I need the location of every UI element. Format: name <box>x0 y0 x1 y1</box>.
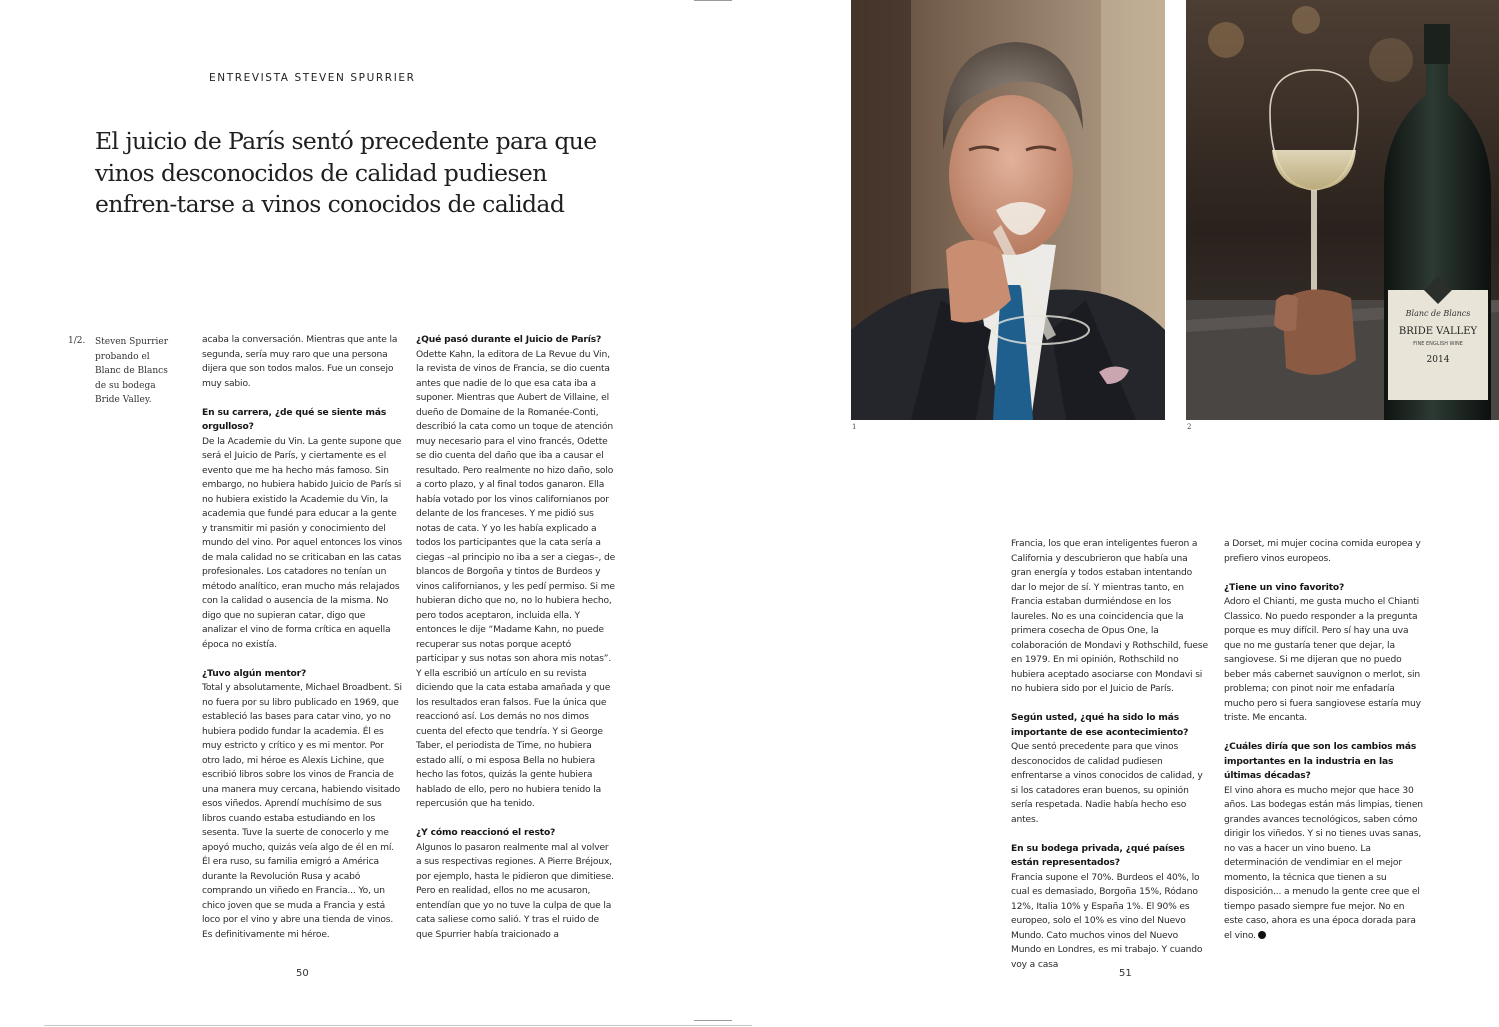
article-column-4 <box>1224 537 1426 943</box>
interview-question: En su bodega privada, ¿qué países están representados? <box>1011 843 1185 868</box>
interview-answer: Odette Kahn, la editora de La Revue du Vin, la revista de vinos de Francia, se dio cuenta antes que nadie de lo que esa cata iba a suponer. Mientras que Aubert de Villaine, el dueño de Domaine de la Romanée-Conti, describió la cata como un toque de atención muy necesario para el vino francés, Odette se dio cuenta del daño que iba a causar el resultado. Pero realmente no hizo daño, solo a corto plazo, y al final todos ganaron. Ella había votado por los vinos californianos por delante de los franceses. Y me pidió sus notas de cata. Y yo les había explicado a todos los participantes que la cata sería a ciegas –al principio no iba a ser a ciegas–, de blancos de Borgoña y tintos de Burdeos y vinos californianos, y les pedí permiso. Si me hubieran dicho que no, no lo hubiera hecho, pero todos aceptaron, incluida ella. Y entonces le dije “Madame Kahn, no puede recuperar sus notas porque aceptó participar y sus notas son ahora mis notas”. Y ella escribió un artículo en su revista diciendo que la cata estaba amañada y que los resultados eran falsos. Fue la única que reaccionó así. Los demás no nos dimos cuenta del efecto que tendría. Y si George Taber, el periodista de Time, no hubiera estado allí, o mi esposa Bella no hubiera hecho las fotos, quizás la gente hubiera hablado de ello, pero no hubiera tenido la repercusión que ha tenido. <box>416 349 616 809</box>
interview-question: En su carrera, ¿de qué se siente más orgulloso? <box>202 407 387 432</box>
article-column-2 <box>416 333 616 942</box>
interview-answer: Total y absolutamente, Michael Broadbent. Si no fuera por su libro publicado en 1969, que estableció las bases para catar vino, yo no hubiera podido fundar la academia. Él es muy estricto y crítico y es mi mentor. Por otro lado, mi héroe es Alexis Lichine, que escribió libros sobre los vinos de Francia de una manera muy cercana, habiendo visitado esos viñedos. Aprendí muchísimo de sus libros cuando estaba estudiando en los sesenta. Tuve la suerte de conocerlo y me apoyó mucho, quizás veía algo de él en mí. Él era ruso, su familia emigró a América durante la Revolución Rusa y acabó comprando un viñedo en Francia... Yo, un chico joven que se muda a Francia y está loco por el vino y abre una tienda de vinos. Es definitivamente mi héroe. <box>202 683 402 940</box>
headline: El juicio de París sentó precedente para que vinos desconocidos de calidad pudiesen enfren-tarse a vinos conocidos de calidad <box>95 127 597 218</box>
bottle-script: Blanc de Blancs <box>1405 309 1471 318</box>
page-number-left: 50 <box>296 968 309 979</box>
photo-caption: Steven Spurrier probando el Blanc de Blancs de su bodega Bride Valley. <box>95 337 169 405</box>
paragraph-gap <box>1011 697 1209 712</box>
interview-question: ¿Qué pasó durante el Juicio de París? <box>416 335 602 345</box>
bottle-sub: FINE ENGLISH WINE <box>1413 341 1463 347</box>
paragraph-gap <box>202 652 402 667</box>
interview-answer: Francia supone el 70%. Burdeos el 40%, lo cual es demasiado, Borgoña 15%, Ródano 12%, Italia 10% y España 1%. El 90% es europeo, solo el 10% es vino del Nuevo Mundo. Cato muchos vinos del Nuevo Mundo en Londres, es mi trabajo. Y cuando voy a casa <box>1011 872 1203 970</box>
interview-answer: De la Academie du Vin. La gente supone que será el Juicio de París, y ciertamente es el evento que me ha hecho más famoso. Sin embargo, no hubiera habido Juicio de París si no hubiera existido la Academie du Vin, la academia que fundé para educar a la gente y transmitir mi pasión y conocimiento del mundo del vino. Por aquel entonces los vinos de mala calidad no se criticaban en las catas profesionales. Los catadores no tenían un método analítico, eran mucho más relajados con la calidad o ausencia de la misma. No digo que no supieran catar, digo que analizar el vino de forma crítica en aquella época no existía. <box>202 436 402 650</box>
bottom-rule <box>44 1025 752 1026</box>
fold-mark-bottom <box>694 1020 732 1021</box>
interview-question: ¿Tiene un vino favorito? <box>1224 582 1345 593</box>
interview-answer: a Dorset, mi mujer cocina comida europea y prefiero vinos europeos. <box>1224 539 1421 564</box>
page-number-right: 51 <box>1119 968 1132 979</box>
wine-glass-and-bottle-photo <box>1186 0 1499 420</box>
interview-question: Según usted, ¿qué ha sido lo más importante de ese acontecimiento? <box>1011 713 1189 738</box>
article-column-3 <box>1011 537 1209 972</box>
interview-question: ¿Cuáles diría que son los cambios más importantes en la industria en las últimas décadas? <box>1224 742 1417 781</box>
interview-answer: Algunos lo pasaron realmente mal al volver a sus respectivas regiones. A Pierre Bréjoux, por ejemplo, hasta le pidieron que dimitiese. Pero en realidad, ellos no me acusaron, entendían que yo no tuve la culpa de que la cata saliese como salió. Y tras el ruido de que Spurrier había traicionado a <box>416 842 614 940</box>
interview-answer: El vino ahora es mucho mejor que hace 30 años. Las bodegas están más limpias, tienen grandes avances tecnológicos, saben cómo dirigir los viñedos. Y si no tienes uvas sanas, no vas a hacer un vino bueno. La determinación de vendimiar en el mejor momento, la técnica que tienen a su disposición... a menudo la gente cree que el tiempo pasado siempre fue mejor. No en este caso, ahora es una época dorada para el vino. <box>1224 785 1423 941</box>
photo-number-1: 1 <box>852 423 857 431</box>
man-tasting-wine-photo <box>851 0 1165 420</box>
interview-answer: acaba la conversación. Mientras que ante la segunda, sería muy raro que una persona dijera que son todos malos. Fue un consejo muy sabio. <box>202 335 398 389</box>
photo-number-2: 2 <box>1187 423 1192 431</box>
interview-question: ¿Tuvo algún mentor? <box>202 668 307 679</box>
interview-answer: Que sentó precedente para que vinos desconocidos de calidad pudiesen enfrentarse a vinos conocidos de calidad, y si los catadores eran buenos, su opinión sería respetada. Nadie había hecho eso antes. <box>1011 742 1203 825</box>
section-label: ENTREVISTA STEVEN SPURRIER <box>209 72 416 84</box>
interview-answer: Adoro el Chianti, me gusta mucho el Chianti Classico. No puedo responder a la pregunta porque es muy difícil. Pero sí hay una uva que no me gustaría tener que dejar, la sangiovese. Si me dijeran que no puedo beber más cabernet sauvignon o merlot, sin problema; con pinot noir me enfadaría mucho pero si fuera sangiovese estaría muy triste. Me encanta. <box>1224 597 1421 723</box>
paragraph-gap <box>202 391 402 406</box>
right-page <box>752 0 1499 1027</box>
interview-answer: Francia, los que eran inteligentes fueron a California y descubrieron que había una gran energía y todos estaban intentando dar lo mejor de sí. Y mientras tanto, en Francia estaban durmiéndose en los laureles. No es una coincidencia que la primera cosecha de Opus One, la colaboración de Mondavi y Rothschild, fuese en 1979. En mi opinión, Rothschild no hubiera aceptado asociarse con Mondavi si no hubiera sido por el Juicio de París. <box>1011 539 1208 694</box>
end-of-article-icon <box>1258 931 1266 939</box>
interview-question: ¿Y cómo reaccionó el resto? <box>416 828 556 838</box>
bottle-year: 2014 <box>1426 355 1450 365</box>
caption-number: 1/2. <box>68 336 86 346</box>
paragraph-gap <box>1224 566 1426 581</box>
bottle-brand: BRIDE VALLEY <box>1398 326 1478 337</box>
article-column-1 <box>202 333 402 942</box>
fold-mark-top <box>694 0 732 1</box>
paragraph-gap <box>1011 827 1209 842</box>
paragraph-gap <box>416 812 616 827</box>
paragraph-gap <box>1224 726 1426 741</box>
